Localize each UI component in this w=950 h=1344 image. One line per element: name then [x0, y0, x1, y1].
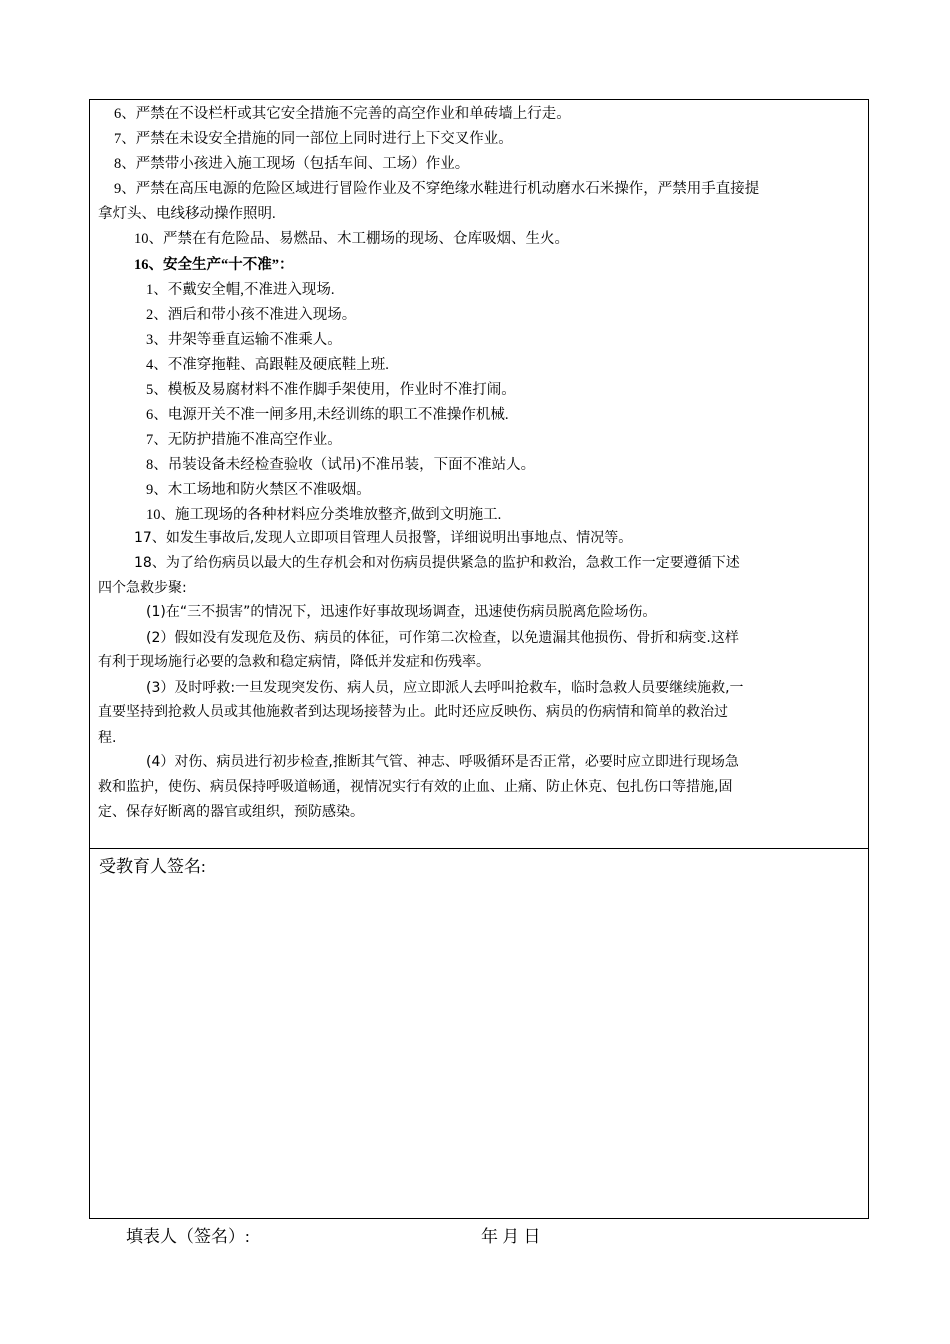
content-line: 17、如发生事故后,发现人立即项目管理人员报警，详细说明出事地点、情况等。 [134, 530, 633, 546]
content-line: 6、电源开关不准一闸多用,未经训练的职工不准操作机械. [146, 407, 509, 423]
content-line: 7、无防护措施不准高空作业。 [146, 432, 342, 448]
content-line: 8、严禁带小孩进入施工现场（包括车间、工场）作业。 [114, 156, 470, 172]
signature-label: 受教育人签名: [99, 857, 206, 876]
content-line: 拿灯头、电线移动操作照明. [98, 206, 276, 222]
content-line: (3）及时呼救:一旦发现突发伤、病人员，应立即派人去呼叫抢救车，临时急救人员要继续施救,一 [146, 680, 744, 696]
content-line: 10、严禁在有危险品、易燃品、木工棚场的现场、仓库吸烟、生火。 [134, 231, 569, 247]
content-line: 7、严禁在未设安全措施的同一部位上同时进行上下交叉作业。 [114, 131, 513, 147]
content-line: (2）假如没有发现危及伤、病员的体征，可作第二次检查，以免遗漏其他损伤、骨折和病变.这样 [146, 630, 739, 646]
content-line: 1、不戴安全帽,不准进入现场. [146, 282, 335, 298]
content-line: 16、安全生产“十不准”： [134, 257, 294, 273]
content-line: 5、模板及易腐材料不准作脚手架使用，作业时不准打闹。 [146, 382, 516, 398]
date-label: 年 月 日 [481, 1227, 541, 1246]
content-line: (1)在“三不损害”的情况下，迅速作好事故现场调查，迅速使伤病员脱离危险场伤。 [146, 604, 657, 620]
signature-cell [90, 849, 868, 1218]
content-line: 四个急救步聚: [98, 580, 187, 596]
content-line: 程. [98, 730, 117, 746]
form-table [89, 99, 869, 1219]
content-line: 10、施工现场的各种材料应分类堆放整齐,做到文明施工. [146, 507, 502, 523]
content-line: 直要坚持到抢救人员或其他施救者到达现场接替为止。此时还应反映伤、病员的伤病情和简单的救治过 [98, 704, 728, 720]
content-line: 定、保存好断离的器官或组织，预防感染。 [98, 804, 364, 820]
content-line: 9、木工场地和防火禁区不准吸烟。 [146, 482, 371, 498]
content-line: 9、严禁在高压电源的危险区域进行冒险作业及不穿绝缘水鞋进行机动磨水石米操作，严禁用手直接提 [114, 181, 760, 197]
content-line: 2、酒后和带小孩不准进入现场。 [146, 307, 357, 323]
content-line: 8、吊装设备未经检查验收（试吊)不准吊装，下面不准站人。 [146, 457, 536, 473]
content-line: 4、不准穿拖鞋、高跟鞋及硬底鞋上班. [146, 357, 389, 373]
filler-signature-label: 填表人（签名）: [126, 1227, 250, 1246]
content-line: 18、为了给伤病员以最大的生存机会和对伤病员提供紧急的监护和救治，急救工作一定要遵循下述 [134, 555, 740, 571]
content-line: 3、井架等垂直运输不准乘人。 [146, 332, 342, 348]
content-line: (4）对伤、病员进行初步检查,推断其气管、神志、呼吸循环是否正常，必要时应立即进行现场急 [146, 754, 739, 770]
content-line: 有利于现场施行必要的急救和稳定病情，降低并发症和伤残率。 [98, 654, 490, 670]
content-line: 6、严禁在不设栏杆或其它安全措施不完善的高空作业和单砖墙上行走。 [114, 106, 571, 122]
content-line: 救和监护，使伤、病员保持呼吸道畅通，视情况实行有效的止血、止痛、防止休克、包扎伤口等措施,固 [98, 779, 733, 795]
content-cell [90, 100, 868, 849]
